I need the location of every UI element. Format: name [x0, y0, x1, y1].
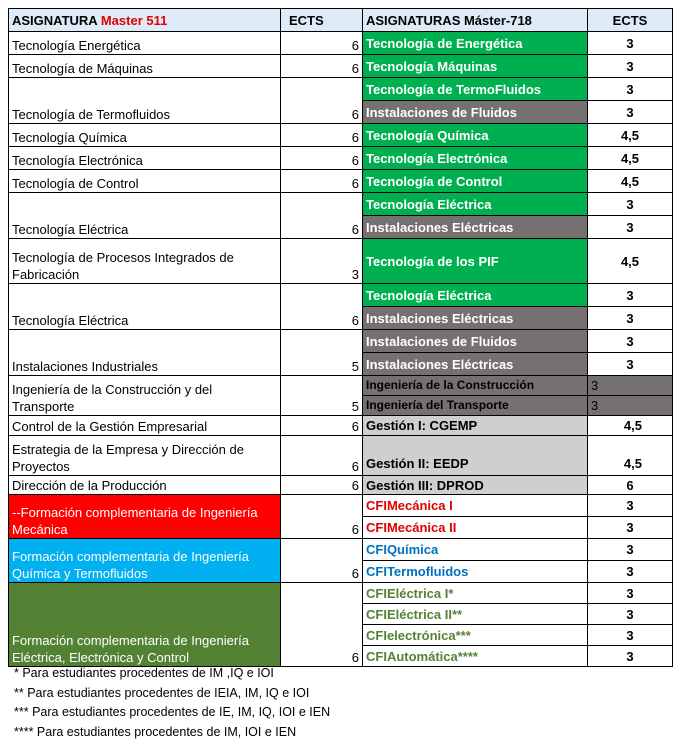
- left-course-ects: 6: [281, 416, 363, 436]
- left-course-name: Ingeniería de la Construcción y del Transporte: [9, 376, 281, 416]
- left-course-name: Estrategia de la Empresa y Dirección de Proyectos: [9, 436, 281, 476]
- footnote: **** Para estudiantes procedentes de IM, IOI e IEN: [14, 724, 297, 739]
- right-course-name: Gestión II: EEDP: [363, 436, 588, 476]
- left-course-name: Formación complementaria de Ingeniería Química y Termofluidos: [9, 539, 281, 583]
- right-header: ASIGNATURAS Máster-718: [363, 9, 588, 32]
- left-ects-header: ECTS: [281, 9, 363, 32]
- table-row: [9, 583, 673, 604]
- right-course-ects: 3: [588, 101, 673, 124]
- left-course-ects: 6: [281, 78, 363, 124]
- left-course-name: Tecnología Electrónica: [9, 147, 281, 170]
- right-course-ects: 3: [588, 330, 673, 353]
- footnote: * Para estudiantes procedentes de IM ,IQ e IOI: [14, 666, 274, 680]
- table-row: [9, 170, 673, 193]
- table-row: [9, 147, 673, 170]
- right-course-ects: 3: [588, 193, 673, 216]
- right-course-name: CFIAutomática****: [363, 646, 588, 667]
- left-course-ects: 6: [281, 539, 363, 583]
- table-row: [9, 416, 673, 436]
- right-course-ects: 3: [588, 216, 673, 239]
- right-course-name: Instalaciones Eléctricas: [363, 353, 588, 376]
- footnotes: [14, 664, 330, 742]
- left-course-name: Tecnología Química: [9, 124, 281, 147]
- left-course-name: Instalaciones Industriales: [9, 330, 281, 376]
- right-course-name: Tecnología Química: [363, 124, 588, 147]
- left-course-name: Dirección de la Producción: [9, 476, 281, 495]
- left-course-name: --Formación complementaria de Ingeniería Mecánica: [9, 495, 281, 539]
- table-row: [9, 476, 673, 495]
- left-course-name: Control de la Gestión Empresarial: [9, 416, 281, 436]
- left-course-ects: 6: [281, 583, 363, 667]
- right-course-name: CFIEléctrica I*: [363, 583, 588, 604]
- left-course-ects: 6: [281, 124, 363, 147]
- right-course-ects: 3: [588, 517, 673, 539]
- right-course-ects: 3: [588, 625, 673, 646]
- right-course-name: Instalaciones Eléctricas: [363, 307, 588, 330]
- left-course-ects: 3: [281, 239, 363, 284]
- right-course-ects: 4,5: [588, 170, 673, 193]
- right-course-name: CFIEléctrica II**: [363, 604, 588, 625]
- right-course-name: CFIMecánica I: [363, 495, 588, 517]
- left-course-name: Tecnología Eléctrica: [9, 284, 281, 330]
- table-row: [9, 330, 673, 353]
- right-course-name: Gestión III: DPROD: [363, 476, 588, 495]
- left-course-ects: 5: [281, 376, 363, 416]
- right-course-ects: 3: [588, 646, 673, 667]
- right-course-name: Tecnología Eléctrica: [363, 193, 588, 216]
- right-course-ects: 3: [588, 396, 673, 416]
- table-row: [9, 539, 673, 561]
- right-course-ects: 3: [588, 539, 673, 561]
- right-course-ects: 3: [588, 78, 673, 101]
- right-course-name: Gestión I: CGEMP: [363, 416, 588, 436]
- right-course-name: Instalaciones de Fluidos: [363, 330, 588, 353]
- right-course-ects: 4,5: [588, 239, 673, 284]
- equivalence-table: [8, 8, 672, 667]
- left-course-ects: 6: [281, 32, 363, 55]
- header-row: [9, 9, 673, 32]
- right-course-name: Tecnología Máquinas: [363, 55, 588, 78]
- right-course-name: CFIelectrónica***: [363, 625, 588, 646]
- table-row: [9, 55, 673, 78]
- right-course-name: Instalaciones Eléctricas: [363, 216, 588, 239]
- table-row: [9, 124, 673, 147]
- right-course-ects: 3: [588, 583, 673, 604]
- footnote: ** Para estudiantes procedentes de IEIA, IM, IQ e IOI: [14, 685, 310, 700]
- table-row: [9, 193, 673, 216]
- table-row: [9, 495, 673, 517]
- left-course-name: Tecnología de Máquinas: [9, 55, 281, 78]
- left-course-ects: 6: [281, 495, 363, 539]
- left-course-name: Tecnología Energética: [9, 32, 281, 55]
- table-row: [9, 284, 673, 307]
- right-course-ects: 3: [588, 495, 673, 517]
- table-row: [9, 32, 673, 55]
- left-course-name: Tecnología de Termofluidos: [9, 78, 281, 124]
- right-course-name: Ingeniería del Transporte: [363, 396, 588, 416]
- right-course-name: Tecnología de TermoFluidos: [363, 78, 588, 101]
- right-course-ects: 4,5: [588, 436, 673, 476]
- right-course-name: Tecnología de Control: [363, 170, 588, 193]
- right-course-ects: 3: [588, 307, 673, 330]
- right-course-name: Instalaciones de Fluidos: [363, 101, 588, 124]
- left-header: ASIGNATURA Master 511: [9, 9, 281, 32]
- left-course-ects: 6: [281, 147, 363, 170]
- right-course-name: Ingeniería de la Construcción: [363, 376, 588, 396]
- table-row: [9, 376, 673, 396]
- right-course-name: Tecnología Electrónica: [363, 147, 588, 170]
- right-course-ects: 3: [588, 32, 673, 55]
- left-course-name: Tecnología Eléctrica: [9, 193, 281, 239]
- left-course-name: Tecnología de Procesos Integrados de Fabricación: [9, 239, 281, 284]
- left-course-ects: 6: [281, 170, 363, 193]
- right-course-ects: 3: [588, 353, 673, 376]
- right-course-ects: 3: [588, 55, 673, 78]
- table-row: [9, 239, 673, 284]
- table-row: [9, 78, 673, 101]
- left-course-ects: 6: [281, 55, 363, 78]
- right-course-ects: 3: [588, 376, 673, 396]
- footnote: *** Para estudiantes procedentes de IE, IM, IQ, IOI e IEN: [14, 705, 331, 719]
- right-course-ects: 4,5: [588, 124, 673, 147]
- right-course-ects: 3: [588, 604, 673, 625]
- left-course-ects: 5: [281, 330, 363, 376]
- left-course-ects: 6: [281, 284, 363, 330]
- right-course-ects: 3: [588, 284, 673, 307]
- left-course-name: Tecnología de Control: [9, 170, 281, 193]
- right-course-ects: 6: [588, 476, 673, 495]
- table-row: [9, 436, 673, 476]
- right-course-name: CFIMecánica II: [363, 517, 588, 539]
- right-course-name: CFIQuímica: [363, 539, 588, 561]
- left-course-ects: 6: [281, 476, 363, 495]
- left-header-accent: Master 511: [100, 12, 168, 28]
- left-course-ects: 6: [281, 193, 363, 239]
- right-course-name: CFITermofluidos: [363, 561, 588, 583]
- right-ects-header: ECTS: [588, 9, 673, 32]
- right-course-ects: 4,5: [588, 147, 673, 170]
- right-course-name: Tecnología de los PIF: [363, 239, 588, 284]
- right-course-name: Tecnología de Energética: [363, 32, 588, 55]
- right-course-ects: 3: [588, 561, 673, 583]
- left-course-name: Formación complementaria de Ingeniería Eléctrica, Electrónica y Control: [9, 583, 281, 667]
- right-course-name: Tecnología Eléctrica: [363, 284, 588, 307]
- left-course-ects: 6: [281, 436, 363, 476]
- right-course-ects: 4,5: [588, 416, 673, 436]
